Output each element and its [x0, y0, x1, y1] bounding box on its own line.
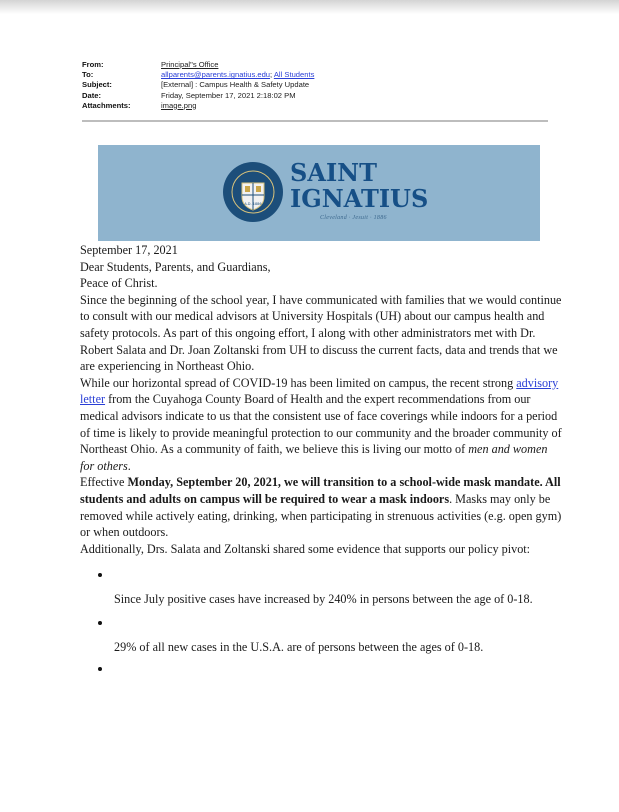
- school-name: [290, 160, 428, 212]
- to-link-parents[interactable]: allparents@parents.ignatius.edu: [161, 70, 271, 80]
- bullet-dot: [98, 667, 102, 671]
- date-label: Date:: [82, 90, 101, 100]
- viewer-top-shadow: [0, 0, 619, 14]
- paragraph-3: [80, 474, 564, 540]
- email-header: [82, 60, 314, 111]
- subject-value: [External] : Campus Health & Safety Update: [161, 80, 310, 90]
- attachments-label: Attachments:: [82, 100, 131, 110]
- evidence-list: [80, 567, 564, 687]
- list-item: [80, 617, 564, 667]
- to-label: To:: [82, 70, 94, 80]
- from-link[interactable]: Principal"s Office: [161, 60, 219, 69]
- to-separator: ;: [270, 70, 274, 80]
- paragraph-2-text-b: from the Cuyahoga County Board of Health and the expert recommendations from our medical advisors indicate to us that the consistent use of face coverings while indoors for a period of time is likely to provide meaningful protection to our community and the broader community of Northeast Ohio. As a community of faith, we believe this is living our motto of: [80, 392, 562, 457]
- date-row: [82, 91, 314, 101]
- letter-date: September 17, 2021: [80, 243, 178, 257]
- list-item: [80, 667, 564, 687]
- school-banner: [98, 145, 540, 241]
- school-tagline: Cleveland · Jesuit · 1886: [320, 215, 387, 221]
- greeting: Peace of Christ.: [80, 276, 158, 291]
- seal-year: A.D. 1886: [244, 202, 262, 206]
- to-value: [161, 70, 314, 80]
- subject-label: Subject:: [82, 80, 112, 90]
- from-label: From:: [82, 60, 104, 69]
- paragraph-4: Additionally, Drs. Salata and Zoltanski shared some evidence that supports our policy pivot:: [80, 541, 531, 556]
- date-value: Friday, September 17, 2021 2:18:02 PM: [161, 90, 296, 100]
- advisory-letter-link[interactable]: advisory letter: [80, 375, 559, 407]
- bullet-dot: [98, 573, 102, 577]
- paragraph-3-text-c: . Masks may only be removed while actively eating, drinking, when participating in strenuous activities (e.g. open gym) or when outdoors.: [80, 491, 562, 540]
- school-name-line2: IGNATIUS: [290, 184, 429, 213]
- header-divider: [82, 120, 548, 122]
- school-seal-logo: [222, 161, 284, 223]
- attachment-link[interactable]: image.png: [161, 100, 197, 110]
- paragraph-2-text-a: While our horizontal spread of COVID-19 has been limited on campus, the recent strong: [80, 375, 517, 390]
- letter-body: [80, 242, 564, 687]
- school-name-line1: SAINT: [290, 158, 377, 187]
- subject-row: [82, 80, 314, 90]
- paragraph-1: Since the beginning of the school year, I have communicated with families that we would continue to consult with our medical advisors at University Hospitals (UH) about our campus health and safety protocols. As part of this ongoing effort, I along with other administrators met with Dr. Robert Salata and Dr. Joan Zoltanski from UH to discuss the current facts, data and trends that we are experiencing in Northeast Ohio.: [80, 292, 562, 374]
- from-row: [82, 60, 314, 70]
- list-item-text: 29% of all new cases in the U.S.A. are of persons between the ages of 0-18.: [114, 640, 484, 655]
- mask-mandate-text: Monday, September 20, 2021, we will transition to a school-wide mask mandate. All students and adults on campus will be required to wear a mask indoors: [80, 475, 561, 506]
- motto-text: men and women for others: [80, 442, 548, 473]
- list-item-text: Since July positive cases have increased by 240% in persons between the age of 0-18.: [114, 592, 533, 607]
- to-link-students[interactable]: All Students: [273, 70, 315, 80]
- paragraph-2: [80, 375, 564, 475]
- paragraph-3-text-a: Effective: [80, 475, 128, 490]
- list-item: [80, 567, 564, 617]
- attachments-row: [82, 101, 314, 111]
- to-row: [82, 70, 314, 80]
- paragraph-2-text-c: .: [127, 458, 131, 473]
- salutation: Dear Students, Parents, and Guardians,: [80, 259, 271, 274]
- bullet-dot: [98, 621, 102, 625]
